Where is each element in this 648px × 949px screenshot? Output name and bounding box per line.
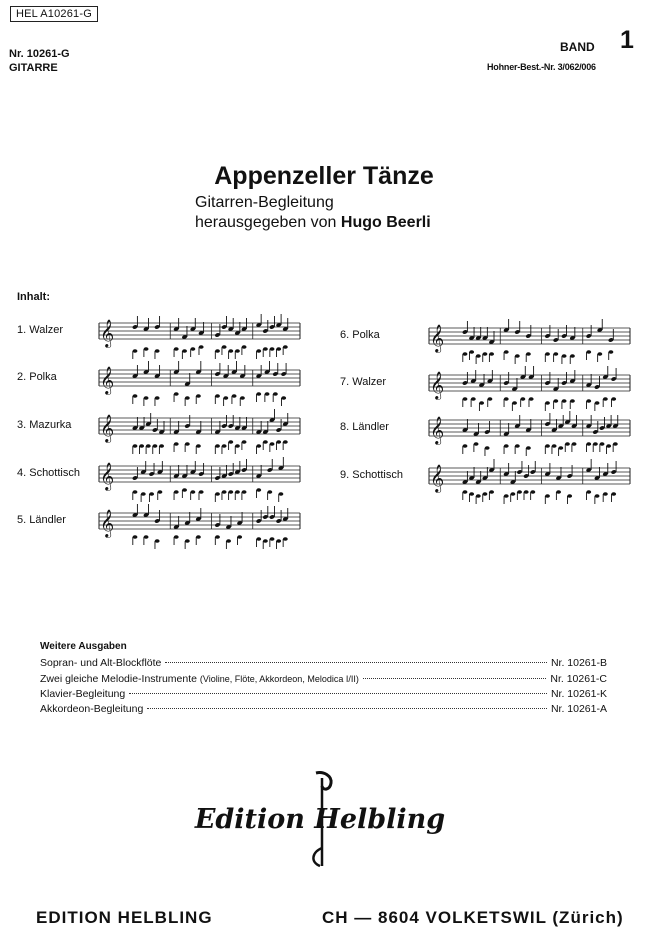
publisher-name: EDITION HELBLING xyxy=(36,908,213,927)
dot-leader xyxy=(129,693,547,694)
music-staff-4 xyxy=(95,457,305,503)
svg-text:𝄞: 𝄞 xyxy=(430,464,445,492)
music-staff-5 xyxy=(95,504,305,550)
dot-leader xyxy=(363,678,547,679)
edition-code: Nr. 10261-B xyxy=(550,657,607,669)
tune-label-6: 6. Polka xyxy=(340,329,380,341)
tune-label-4: 4. Schottisch xyxy=(17,467,80,479)
page-title: Appenzeller Tänze xyxy=(214,162,434,190)
music-staff-2 xyxy=(95,361,305,407)
edition-code: Nr. 10261-C xyxy=(550,673,607,685)
edition-label: Akkordeon-Begleitung xyxy=(40,703,144,715)
editor-line xyxy=(195,214,431,232)
svg-text:𝄞: 𝄞 xyxy=(430,416,445,444)
svg-text:𝄞: 𝄞 xyxy=(100,509,115,537)
tune-label-7: 7. Walzer xyxy=(340,376,387,388)
music-staff-9 xyxy=(425,459,635,505)
logo-text: Edition Helbling xyxy=(194,804,446,835)
music-staff-8 xyxy=(425,411,635,457)
edition-code: Nr. 10261-K xyxy=(550,688,607,700)
edition-label: Zwei gleiche Melodie-Instrumente xyxy=(40,673,197,685)
other-editions-heading: Weitere Ausgaben xyxy=(40,641,127,652)
tune-label-2: 2. Polka xyxy=(17,371,57,383)
music-staff-7 xyxy=(425,366,635,412)
editor-name: Hugo Beerli xyxy=(340,214,431,231)
edition-label: Klavier-Begleitung xyxy=(40,688,126,700)
edition-code: Nr. 10261-A xyxy=(550,703,607,715)
music-staff-3 xyxy=(95,409,305,455)
dot-leader xyxy=(165,662,547,663)
publisher-logo xyxy=(194,770,446,870)
band-number: 1 xyxy=(620,26,634,54)
hohner-order-number: Hohner-Best.-Nr. 3/062/006 xyxy=(487,62,596,72)
svg-text:𝄞: 𝄞 xyxy=(100,414,115,442)
editor-prefix: herausgegeben von xyxy=(195,214,337,231)
tune-label-3: 3. Mazurka xyxy=(17,419,72,431)
instrument-label: GITARRE xyxy=(9,62,58,74)
tune-label-1: 1. Walzer xyxy=(17,324,64,336)
band-label: BAND xyxy=(560,40,595,54)
subtitle: Gitarren-Begleitung xyxy=(195,194,334,211)
contents-heading: Inhalt: xyxy=(17,291,50,303)
tune-label-5: 5. Ländler xyxy=(17,514,66,526)
svg-text:𝄞: 𝄞 xyxy=(430,371,445,399)
edition-note: (Violine, Flöte, Akkordeon, Melodica I/II) xyxy=(199,674,359,684)
edition-row xyxy=(40,688,607,700)
dot-leader xyxy=(147,708,547,709)
music-staff-1 xyxy=(95,314,305,360)
svg-text:𝄞: 𝄞 xyxy=(100,462,115,490)
catalog-number-box: HEL A10261-G xyxy=(10,6,98,22)
publisher-address: CH — 8604 VOLKETSWIL (Zürich) xyxy=(322,908,624,927)
edition-row xyxy=(40,673,607,685)
svg-text:𝄞: 𝄞 xyxy=(430,324,445,352)
edition-label: Sopran- und Alt-Blockflöte xyxy=(40,657,162,669)
music-staff-6 xyxy=(425,319,635,365)
tune-label-9: 9. Schottisch xyxy=(340,469,403,481)
edition-row xyxy=(40,703,607,715)
svg-text:𝄞: 𝄞 xyxy=(100,366,115,394)
edition-row xyxy=(40,657,607,669)
tune-label-8: 8. Ländler xyxy=(340,421,389,433)
svg-text:𝄞: 𝄞 xyxy=(100,319,115,347)
edition-number: Nr. 10261-G xyxy=(9,48,70,60)
